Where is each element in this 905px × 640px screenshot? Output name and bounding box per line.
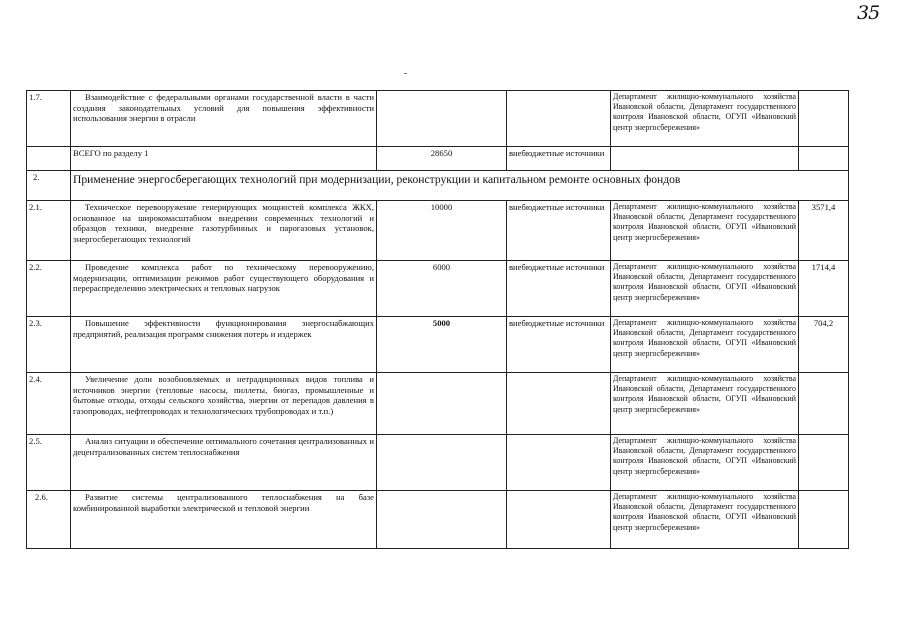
- economic-effect: [799, 435, 849, 491]
- funding-source: внебюджетные источники: [507, 317, 611, 373]
- scan-speck: [404, 73, 407, 74]
- measure-name: Взаимодействие с федеральными органами государственной власти в части создания законодательных условий для повышения эффективности использования энергии в отрасли: [71, 91, 377, 147]
- page-number: 35: [857, 2, 880, 24]
- measure-name: Анализ ситуации и обеспечение оптимального сочетания централизованных и децентрализованных систем теплоснабжения: [71, 435, 377, 491]
- economic-effect: 1714,4: [799, 261, 849, 317]
- row-number: 2.5.: [27, 435, 71, 491]
- measure-name: Проведение комплекса работ по техническому перевооружению, модернизации, оптимизации режимов работ существующего оборудования и перераспределению электрических и тепловых нагрузок: [71, 261, 377, 317]
- responsible-executors: Департамент жилищно-коммунального хозяйства Ивановской области, Департамент государственного контроля Ивановской области, ОГУП «Ивановский центр энергосбережения»: [611, 91, 799, 147]
- funding-amount: 6000: [377, 261, 507, 317]
- funding-source: [507, 491, 611, 549]
- funding-amount: 10000: [377, 201, 507, 261]
- measure-name: Техническое перевооружение генерирующих мощностей комплекса ЖКХ, основанное на широкомасштабном внедрении современных технологий и образцов техники, внедрение газотурбинных и парогазовых установок, энергосберегающих технологий: [71, 201, 377, 261]
- row-number: 2.6.: [27, 491, 71, 549]
- funding-amount: 28650: [377, 147, 507, 171]
- row-number: 2.4.: [27, 373, 71, 435]
- funding-source: [507, 435, 611, 491]
- responsible-executors: Департамент жилищно-коммунального хозяйства Ивановской области, Департамент государственного контроля Ивановской области, ОГУП «Ивановский центр энергосбережения»: [611, 435, 799, 491]
- funding-amount: [377, 91, 507, 147]
- table-row: [27, 201, 849, 261]
- row-number: 2.2.: [27, 261, 71, 317]
- funding-amount: [377, 491, 507, 549]
- table-row: [27, 491, 849, 549]
- program-table: [26, 90, 849, 549]
- funding-source: [507, 373, 611, 435]
- funding-source: внебюджетные источники: [507, 261, 611, 317]
- funding-amount: [377, 435, 507, 491]
- row-number: [27, 147, 71, 171]
- economic-effect: 704,2: [799, 317, 849, 373]
- measure-name: Увеличение доли возобновляемых и нетрадиционных видов топлива и источников энергии (тепловые насосы, пиллеты, биогаз, промышленные и бытовые отходы, отходы сельского хозяйства, энергии от перепадов давления в газопроводах, нефтепроводах и технологических трубопроводах и т.п.): [71, 373, 377, 435]
- row-number: 2.3.: [27, 317, 71, 373]
- responsible-executors: Департамент жилищно-коммунального хозяйства Ивановской области, Департамент государственного контроля Ивановской области, ОГУП «Ивановский центр энергосбережения»: [611, 373, 799, 435]
- measure-name: ВСЕГО по разделу 1: [71, 147, 377, 171]
- responsible-executors: Департамент жилищно-коммунального хозяйства Ивановской области, Департамент государственного контроля Ивановской области, ОГУП «Ивановский центр энергосбережения»: [611, 491, 799, 549]
- table-row: [27, 91, 849, 147]
- economic-effect: [799, 373, 849, 435]
- funding-source: внебюджетные источники: [507, 201, 611, 261]
- table-row: [27, 317, 849, 373]
- row-number: 2.1.: [27, 201, 71, 261]
- funding-amount: [377, 373, 507, 435]
- economic-effect: [799, 491, 849, 549]
- measure-name: Повышение эффективности функционирования энергоснабжающих предприятий, реализация программ снижения потерь и издержек: [71, 317, 377, 373]
- responsible-executors: Департамент жилищно-коммунального хозяйства Ивановской области, Департамент государственного контроля Ивановской области, ОГУП «Ивановский центр энергосбережения»: [611, 261, 799, 317]
- responsible-executors: Департамент жилищно-коммунального хозяйства Ивановской области, Департамент государственного контроля Ивановской области, ОГУП «Ивановский центр энергосбережения»: [611, 317, 799, 373]
- row-number: 1.7.: [27, 91, 71, 147]
- economic-effect: [799, 147, 849, 171]
- table-row: [27, 261, 849, 317]
- measure-name: Развитие системы централизованного теплоснабжения на базе комбинированной выработки электрической и тепловой энергии: [71, 491, 377, 549]
- responsible-executors: [611, 147, 799, 171]
- table-row: [27, 147, 849, 171]
- table-row: [27, 435, 849, 491]
- funding-amount: 5000: [377, 317, 507, 373]
- economic-effect: [799, 91, 849, 147]
- section-number: 2.: [27, 171, 71, 201]
- section-title: Применение энергосберегающих технологий при модернизации, реконструкции и капитальном ремонте основных фондов: [71, 171, 849, 201]
- section-row: [27, 171, 849, 201]
- economic-effect: 3571,4: [799, 201, 849, 261]
- responsible-executors: Департамент жилищно-коммунального хозяйства Ивановской области, Департамент государственного контроля Ивановской области, ОГУП «Ивановский центр энергосбережения»: [611, 201, 799, 261]
- funding-source: [507, 91, 611, 147]
- table-row: [27, 373, 849, 435]
- funding-source: внебюджетные источники: [507, 147, 611, 171]
